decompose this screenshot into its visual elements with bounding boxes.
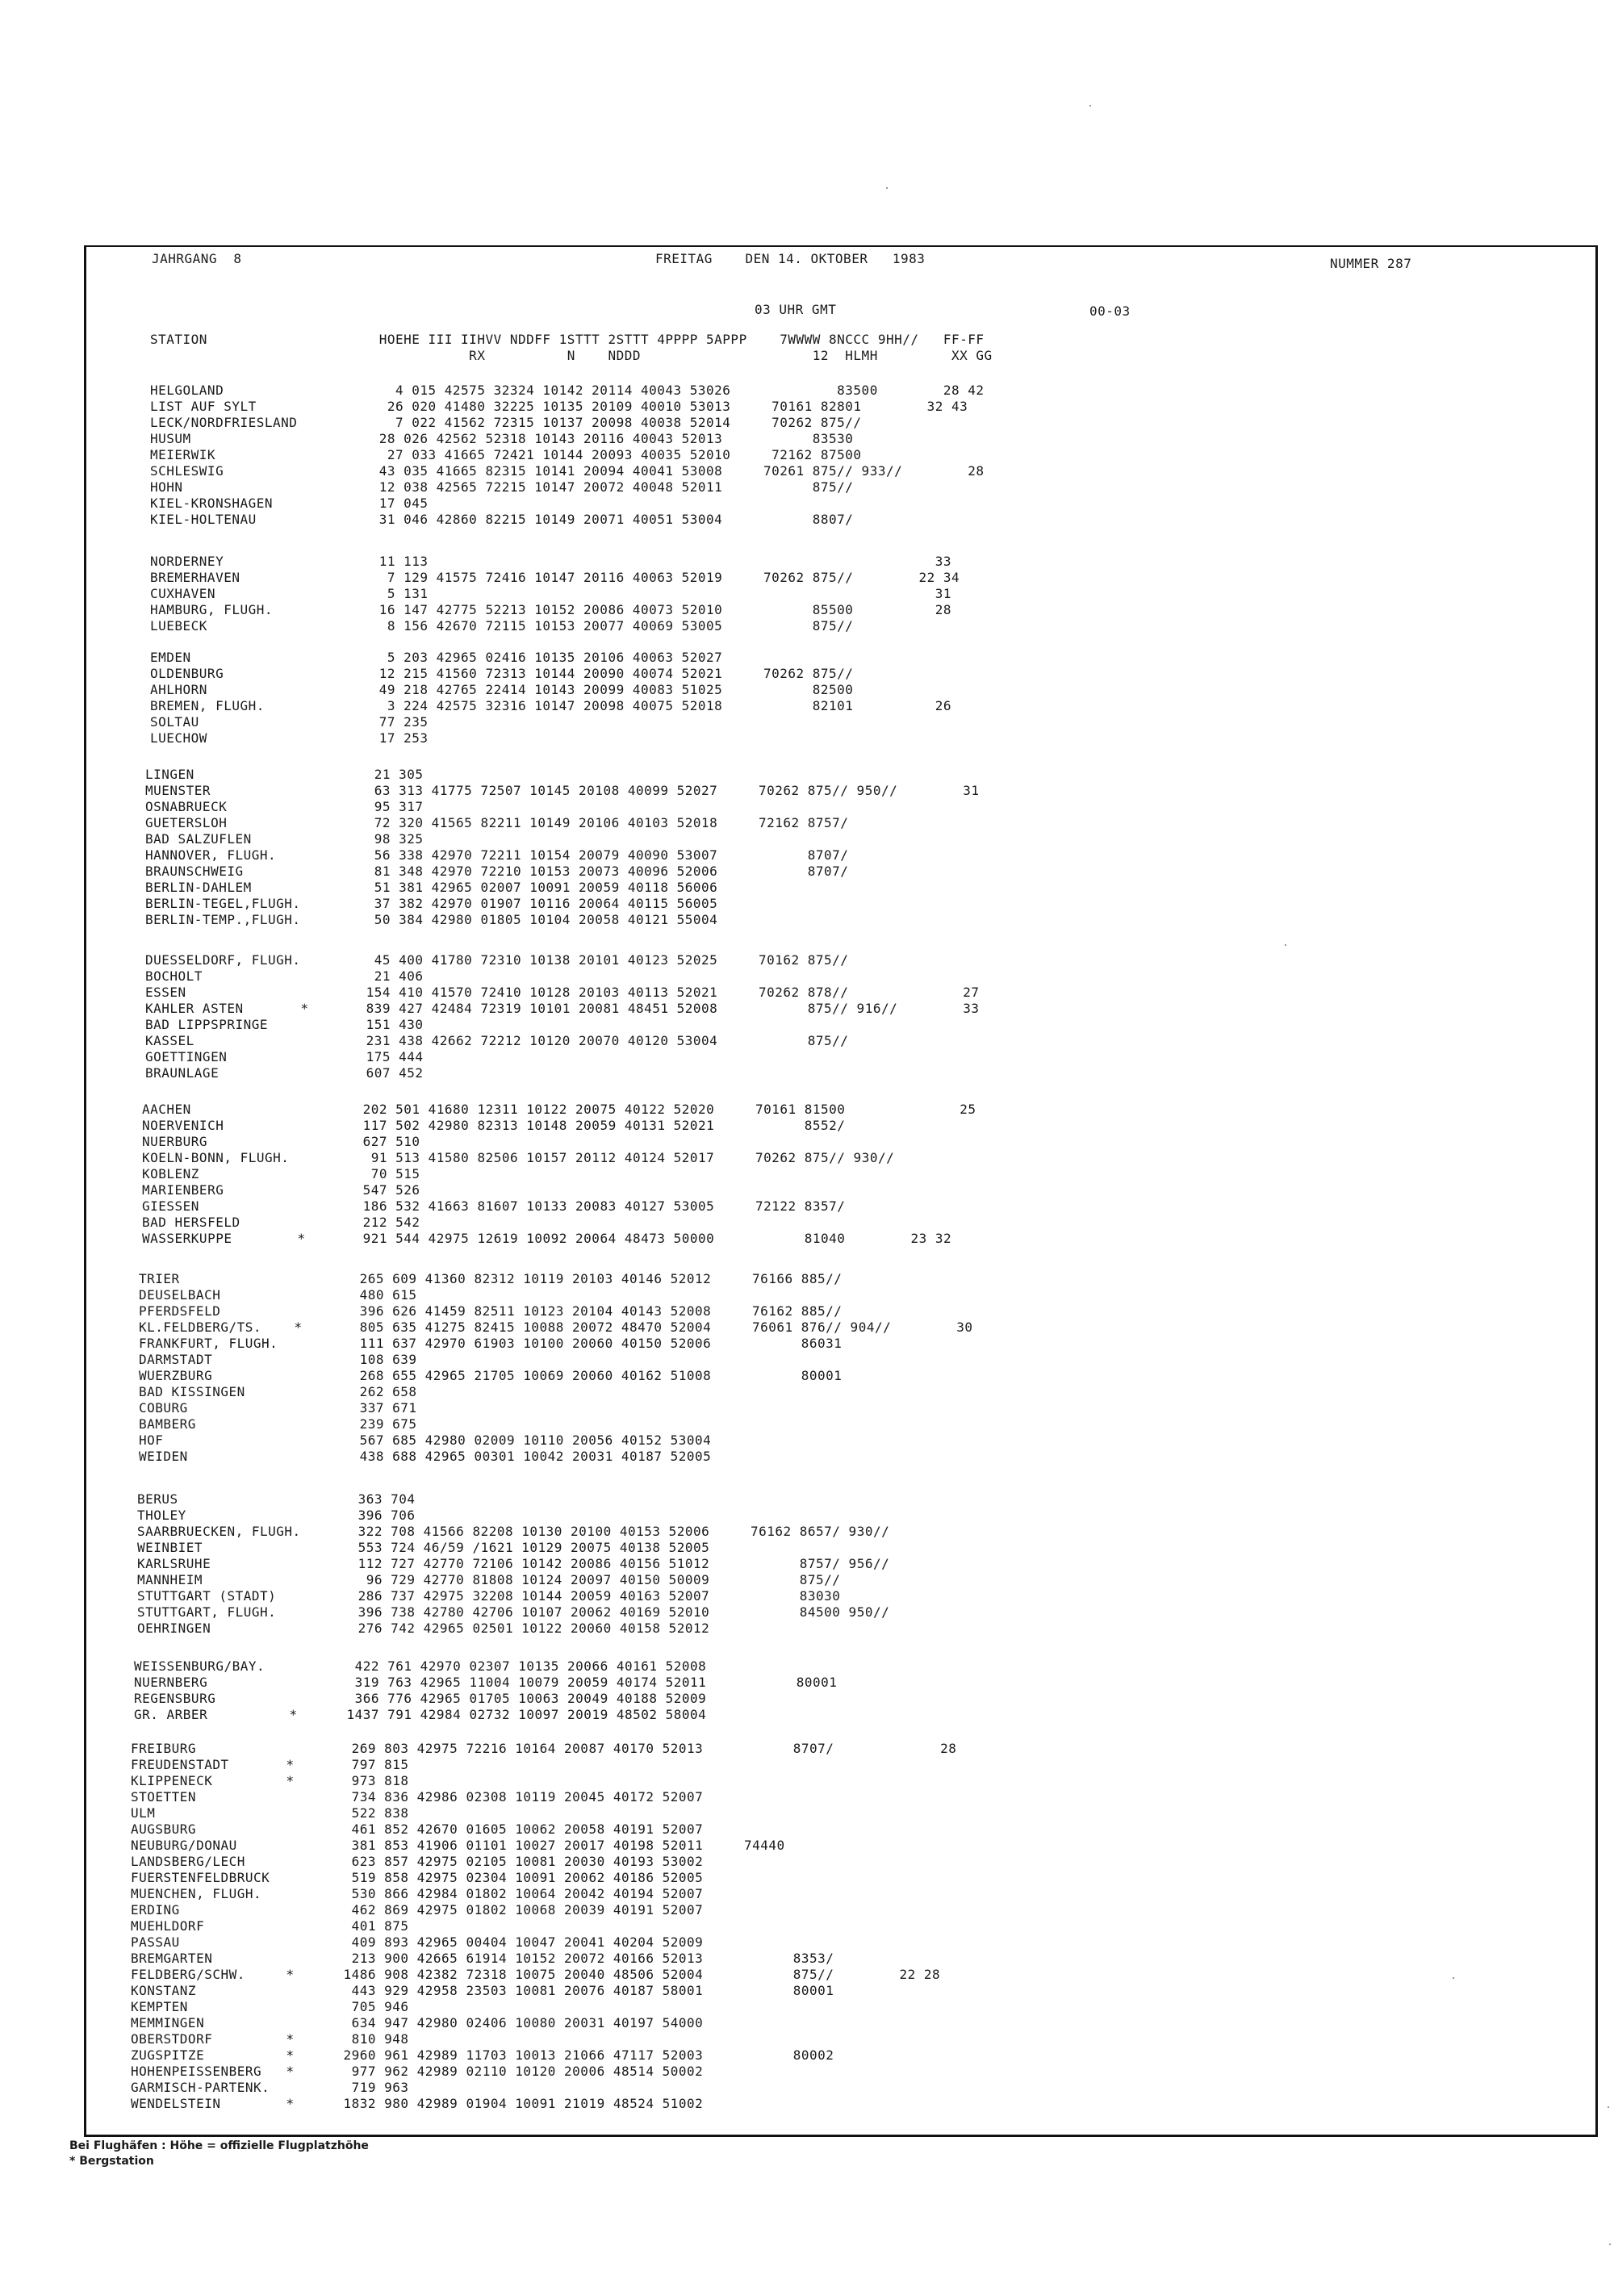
scan-speck <box>1609 2244 1611 2245</box>
scan-speck <box>1089 105 1091 107</box>
station-group-2: NORDERNEY 11 113 33 BREMERHAVEN 7 129 41575 72416 10147 20116 40063 52019 70262 875// 22 34 CUXHAVEN 5 131 31 HAMBURG, FLUGH. 16 147 42775 52213 10152 20086 40073 52010 85500 28 LUEBECK 8 156 42670 72115 10153 20077 40069 53005 875// <box>150 554 960 634</box>
scan-speck <box>1285 944 1286 946</box>
station-group-9: WEISSENBURG/BAY. 422 761 42970 02307 10135 20066 40161 52008 NUERNBERG 319 763 42965 11004 10079 20059 40174 52011 80001 REGENSBURG 366 776 42965 01705 10063 20049 40188 52009 GR. ARBER * 1437 791 42984 02732 10097 20019 48502 58004 <box>134 1658 838 1722</box>
station-group-5: DUESSELDORF, FLUGH. 45 400 41780 72310 10138 20101 40123 52025 70162 875// BOCHOLT 21 406 ESSEN 154 410 41570 72410 10128 20103 40113 52021 70262 878// 27 KAHLER ASTEN * 839 427 42484 72319 10101 20081 48451 52008 875// 916// 33 BAD LIPPSPRINGE 151 430 KASSEL 231 438 42662 72212 10120 20070 40120 53004 875// GOETTINGEN 175 444 BRAUNLAGE 607 452 <box>145 952 980 1081</box>
scan-speck <box>886 187 888 189</box>
scan-speck <box>1608 2106 1609 2108</box>
station-group-3: EMDEN 5 203 42965 02416 10135 20106 40063 52027 OLDENBURG 12 215 41560 72313 10144 20090 40074 52021 70262 875// AHLHORN 49 218 42765 22414 10143 20099 40083 51025 82500 BREMEN, FLUGH. 3 224 42575 32316 10147 20098 40075 52018 82101 26 SOLTAU 77 235 LUECHOW 17 253 <box>150 650 952 746</box>
column-header-line-2: RX N NDDD 12 HLMH XX GG <box>150 348 993 363</box>
scan-speck <box>1453 1977 1454 1979</box>
station-group-6: AACHEN 202 501 41680 12311 10122 20075 40122 52020 70161 81500 25 NOERVENICH 117 502 42980 82313 10148 20059 40131 52021 8552/ NUERBURG 627 510 KOELN-BONN, FLUGH. 91 513 41580 82506 10157 20112 40124 52017 70262 875// 930// KOBLENZ 70 515 MARIENBERG 547 526 GIESSEN 186 532 41663 81607 10133 20083 40127 53005 72122 8357/ BAD HERSFELD 212 542 WASSERKUPPE * 921 544 42975 12619 10092 20064 48473 50000 81040 23 32 <box>142 1102 976 1246</box>
column-header-line-1: STATION HOEHE III IIHVV NDDFF 1STTT 2STTT 4PPPP 5APPP 7WWWW 8NCCC 9HH// FF-FF <box>150 332 985 347</box>
header-date: FREITAG DEN 14. OKTOBER 1983 <box>655 251 926 266</box>
station-group-4: LINGEN 21 305 MUENSTER 63 313 41775 72507 10145 20108 40099 52027 70262 875// 950// 31 OSNABRUECK 95 317 GUETERSLOH 72 320 41565 82211 10149 20106 40103 52018 72162 8757/ BAD SALZUFLEN 98 325 HANNOVER, FLUGH. 56 338 42970 72211 10154 20079 40090 53007 8707/ BRAUNSCHWEIG 81 348 42970 72210 10153 20073 40096 52006 8707/ BERLIN-DAHLEM 51 381 42965 02007 10091 20059 40118 56006 BERLIN-TEGEL,FLUGH. 37 382 42970 01907 10116 20064 40115 56005 BERLIN-TEMP.,FLUGH. 50 384 42980 01805 10104 20058 40121 55004 <box>145 767 980 927</box>
station-group-7: TRIER 265 609 41360 82312 10119 20103 40146 52012 76166 885// DEUSELBACH 480 615 PFERDSFELD 396 626 41459 82511 10123 20104 40143 52008 76162 885// KL.FELDBERG/TS. * 805 635 41275 82415 10088 20072 48470 52004 76061 876// 904// 30 FRANKFURT, FLUGH. 111 637 42970 61903 10100 20060 40150 52006 86031 DARMSTADT 108 639 WUERZBURG 268 655 42965 21705 10069 20060 40162 51008 80001 BAD KISSINGEN 262 658 COBURG 337 671 BAMBERG 239 675 HOF 567 685 42980 02009 10110 20056 40152 53004 WEIDEN 438 688 42965 00301 10042 20031 40187 52005 <box>139 1271 973 1464</box>
station-group-1: HELGOLAND 4 015 42575 32324 10142 20114 40043 53026 83500 28 42 LIST AUF SYLT 26 020 41480 32225 10135 20109 40010 53013 70161 82801 32 43 LECK/NORDFRIESLAND 7 022 41562 72315 10137 20098 40038 52014 70262 875// HUSUM 28 026 42562 52318 10143 20116 40043 52013 83530 MEIERWIK 27 033 41665 72421 10144 20093 40035 52010 72162 87500 SCHLESWIG 43 035 41665 82315 10141 20094 40041 53008 70261 875// 933// 28 HOHN 12 038 42565 72215 10147 20072 40048 52011 875// KIEL-KRONSHAGEN 17 045 KIEL-HOLTENAU 31 046 42860 82215 10149 20071 40051 53004 8807/ <box>150 383 985 527</box>
station-group-8: BERUS 363 704 THOLEY 396 706 SAARBRUECKEN, FLUGH. 322 708 41566 82208 10130 20100 40153 52006 76162 8657/ 930// WEINBIET 553 724 46/59 /1621 10129 20075 40138 52005 KARLSRUHE 112 727 42770 72106 10142 20086 40156 51012 8757/ 956// MANNHEIM 96 729 42770 81808 10124 20097 40150 50009 875// STUTTGART (STADT) 286 737 42975 32208 10144 20059 40163 52007 83030 STUTTGART, FLUGH. 396 738 42780 42706 10107 20062 40169 52010 84500 950// OEHRINGEN 276 742 42965 02501 10122 20060 40158 52012 <box>137 1491 890 1636</box>
station-group-10: FREIBURG 269 803 42975 72216 10164 20087 40170 52013 8707/ 28 FREUDENSTADT * 797 815 KLIPPENECK * 973 818 STOETTEN 734 836 42986 02308 10119 20045 40172 52007 ULM 522 838 AUGSBURG 461 852 42670 01605 10062 20058 40191 52007 NEUBURG/DONAU 381 853 41906 01101 10027 20017 40198 52011 74440 LANDSBERG/LECH 623 857 42975 02105 10081 20030 40193 53002 FUERSTENFELDBRUCK 519 858 42975 02304 10091 20062 40186 52005 MUENCHEN, FLUGH. 530 866 42984 01802 10064 20042 40194 52007 ERDING 462 869 42975 01802 10068 20039 40191 52007 MUEHLDORF 401 875 PASSAU 409 893 42965 00404 10047 20041 40204 52009 BREMGARTEN 213 900 42665 61914 10152 20072 40166 52013 8353/ FELDBERG/SCHW. * 1486 908 42382 72318 10075 20040 48506 52004 875// 22 28 KONSTANZ 443 929 42958 23503 10081 20076 40187 58001 80001 KEMPTEN 705 946 MEMMINGEN 634 947 42980 02406 10080 20031 40197 54000 OBERSTDORF * 810 948 ZUGSPITZE * 2960 961 42989 11703 10013 21066 47117 52003 80002 HOHENPEISSENBERG * 977 962 42989 02110 10120 20006 48514 50002 GARMISCH-PARTENK. 719 963 WENDELSTEIN * 1832 980 42989 01904 10091 21019 48524 51002 <box>131 1741 957 2111</box>
observation-time: 03 UHR GMT <box>755 302 837 317</box>
footnote-airports: Bei Flughäfen : Höhe = offizielle Flugplatzhöhe <box>69 2139 369 2152</box>
header-number: NUMMER 287 <box>1330 256 1412 271</box>
header-jahrgang: JAHRGANG 8 <box>152 251 242 266</box>
time-range: 00-03 <box>1089 303 1131 319</box>
footnote-mountain-station: * Bergstation <box>69 2155 154 2168</box>
